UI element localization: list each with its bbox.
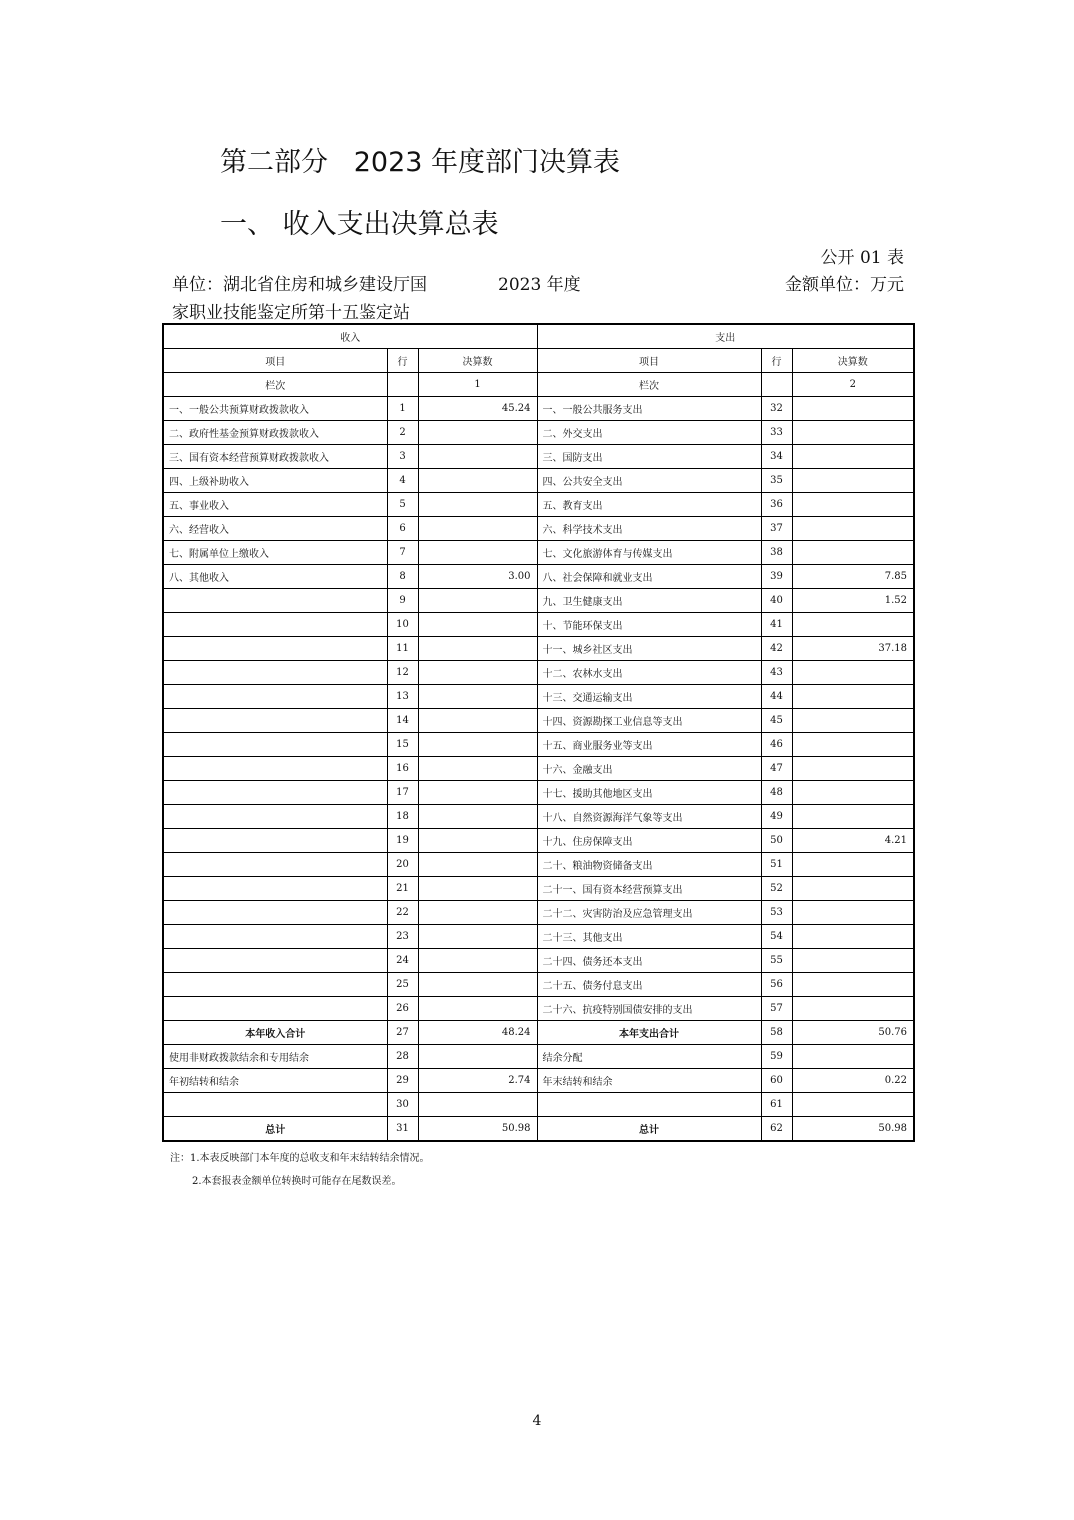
table-row xyxy=(163,949,914,973)
expense-amount xyxy=(792,997,914,1021)
income-amount xyxy=(418,805,537,829)
expense-line: 51 xyxy=(761,853,792,877)
expense-line: 32 xyxy=(761,397,792,421)
table-row xyxy=(163,757,914,781)
income-line: 7 xyxy=(387,541,418,565)
table-row xyxy=(163,1117,914,1142)
expense-item: 五、教育支出 xyxy=(537,493,761,517)
section-title: 一、 收入支出决算总表 xyxy=(220,209,499,240)
table-row xyxy=(163,1069,914,1093)
expense-item: 十五、商业服务业等支出 xyxy=(537,733,761,757)
expense-item: 十一、城乡社区支出 xyxy=(537,637,761,661)
expense-line: 34 xyxy=(761,445,792,469)
table-row xyxy=(163,685,914,709)
expense-item: 四、公共安全支出 xyxy=(537,469,761,493)
table-row xyxy=(163,1045,914,1069)
expense-item: 六、科学技术支出 xyxy=(537,517,761,541)
expense-amount: 7.85 xyxy=(792,565,914,589)
income-amount xyxy=(418,421,537,445)
income-index-empty xyxy=(387,373,418,397)
income-line: 23 xyxy=(387,925,418,949)
table-row xyxy=(163,877,914,901)
table-row xyxy=(163,853,914,877)
income-line: 24 xyxy=(387,949,418,973)
expense-index-empty xyxy=(761,373,792,397)
expense-item: 二十一、国有资本经营预算支出 xyxy=(537,877,761,901)
section-header-row xyxy=(163,324,914,349)
table-row xyxy=(163,541,914,565)
column-header-row xyxy=(163,349,914,373)
income-amount: 2.74 xyxy=(418,1069,537,1093)
table-row xyxy=(163,901,914,925)
income-amount: 48.24 xyxy=(418,1021,537,1045)
expense-line: 50 xyxy=(761,829,792,853)
expense-line: 36 xyxy=(761,493,792,517)
income-line: 6 xyxy=(387,517,418,541)
expense-line: 45 xyxy=(761,709,792,733)
table-row xyxy=(163,1093,914,1117)
expense-amount: 50.98 xyxy=(792,1117,914,1142)
expense-amount xyxy=(792,925,914,949)
income-item: 七、附属单位上缴收入 xyxy=(163,541,387,565)
income-amount xyxy=(418,493,537,517)
table-row xyxy=(163,565,914,589)
expense-line: 47 xyxy=(761,757,792,781)
income-item xyxy=(163,997,387,1021)
expense-item xyxy=(537,1093,761,1117)
income-line: 19 xyxy=(387,829,418,853)
expense-line: 56 xyxy=(761,973,792,997)
income-line: 28 xyxy=(387,1045,418,1069)
expense-header: 支出 xyxy=(537,324,914,349)
income-item: 总计 xyxy=(163,1117,387,1142)
income-item xyxy=(163,685,387,709)
expense-line: 57 xyxy=(761,997,792,1021)
table-row xyxy=(163,589,914,613)
expense-line: 42 xyxy=(761,637,792,661)
expense-amount xyxy=(792,805,914,829)
expense-line: 59 xyxy=(761,1045,792,1069)
expense-amount xyxy=(792,493,914,517)
expense-item: 一、一般公共服务支出 xyxy=(537,397,761,421)
income-header: 收入 xyxy=(163,324,537,349)
income-item xyxy=(163,613,387,637)
table-row xyxy=(163,661,914,685)
column-index-row xyxy=(163,373,914,397)
income-line: 30 xyxy=(387,1093,418,1117)
expense-line: 39 xyxy=(761,565,792,589)
report-year: 2023 年度 xyxy=(498,275,581,295)
expense-line: 48 xyxy=(761,781,792,805)
income-item: 使用非财政拨款结余和专用结余 xyxy=(163,1045,387,1069)
income-amount xyxy=(418,829,537,853)
table-row xyxy=(163,925,914,949)
income-amount xyxy=(418,589,537,613)
income-amount xyxy=(418,901,537,925)
income-line: 5 xyxy=(387,493,418,517)
income-item xyxy=(163,949,387,973)
expense-item: 十二、农林水支出 xyxy=(537,661,761,685)
income-amount xyxy=(418,613,537,637)
expense-amount xyxy=(792,949,914,973)
table-row xyxy=(163,517,914,541)
expense-item: 三、国防支出 xyxy=(537,445,761,469)
income-item xyxy=(163,661,387,685)
expense-item-header: 项目 xyxy=(537,349,761,373)
income-amount: 50.98 xyxy=(418,1117,537,1142)
expense-item: 十九、住房保障支出 xyxy=(537,829,761,853)
table-row xyxy=(163,445,914,469)
income-line: 10 xyxy=(387,613,418,637)
income-item xyxy=(163,709,387,733)
expense-item: 二十二、灾害防治及应急管理支出 xyxy=(537,901,761,925)
income-amount xyxy=(418,853,537,877)
expense-line: 54 xyxy=(761,925,792,949)
income-line: 14 xyxy=(387,709,418,733)
expense-item: 本年支出合计 xyxy=(537,1021,761,1045)
income-item-header: 项目 xyxy=(163,349,387,373)
income-line: 20 xyxy=(387,853,418,877)
income-line: 1 xyxy=(387,397,418,421)
expense-line: 61 xyxy=(761,1093,792,1117)
income-item xyxy=(163,973,387,997)
expense-item: 十八、自然资源海洋气象等支出 xyxy=(537,805,761,829)
income-item xyxy=(163,757,387,781)
income-item xyxy=(163,901,387,925)
expense-amount xyxy=(792,661,914,685)
expense-amount xyxy=(792,685,914,709)
income-line: 2 xyxy=(387,421,418,445)
amount-unit: 金额单位：万元 xyxy=(785,275,904,295)
income-amount xyxy=(418,685,537,709)
income-line: 17 xyxy=(387,781,418,805)
table-row xyxy=(163,709,914,733)
expense-line: 44 xyxy=(761,685,792,709)
expense-item: 七、文化旅游体育与传媒支出 xyxy=(537,541,761,565)
income-amount xyxy=(418,517,537,541)
table-row xyxy=(163,733,914,757)
expense-amount: 0.22 xyxy=(792,1069,914,1093)
expense-amount xyxy=(792,397,914,421)
income-index-label: 栏次 xyxy=(163,373,387,397)
expense-amount xyxy=(792,613,914,637)
expense-column-number: 2 xyxy=(792,373,914,397)
income-amount-header: 决算数 xyxy=(418,349,537,373)
income-item: 年初结转和结余 xyxy=(163,1069,387,1093)
table-row xyxy=(163,493,914,517)
income-line: 18 xyxy=(387,805,418,829)
income-item xyxy=(163,925,387,949)
income-item: 三、国有资本经营预算财政拨款收入 xyxy=(163,445,387,469)
income-item: 二、政府性基金预算财政拨款收入 xyxy=(163,421,387,445)
income-line: 11 xyxy=(387,637,418,661)
income-amount xyxy=(418,997,537,1021)
income-line: 15 xyxy=(387,733,418,757)
table-row xyxy=(163,421,914,445)
expense-amount xyxy=(792,421,914,445)
income-item xyxy=(163,805,387,829)
expense-amount xyxy=(792,1093,914,1117)
expense-line: 46 xyxy=(761,733,792,757)
expense-amount: 1.52 xyxy=(792,589,914,613)
expense-amount xyxy=(792,973,914,997)
income-item xyxy=(163,589,387,613)
income-item: 五、事业收入 xyxy=(163,493,387,517)
expense-amount xyxy=(792,541,914,565)
expense-line: 62 xyxy=(761,1117,792,1142)
expense-item: 二、外交支出 xyxy=(537,421,761,445)
income-line: 26 xyxy=(387,997,418,1021)
income-line: 25 xyxy=(387,973,418,997)
budget-summary-table xyxy=(162,323,915,1142)
expense-item: 二十五、债务付息支出 xyxy=(537,973,761,997)
expense-item: 十三、交通运输支出 xyxy=(537,685,761,709)
expense-item: 二十、粮油物资储备支出 xyxy=(537,853,761,877)
income-amount xyxy=(418,469,537,493)
expense-line: 55 xyxy=(761,949,792,973)
income-line: 8 xyxy=(387,565,418,589)
income-line: 21 xyxy=(387,877,418,901)
expense-amount xyxy=(792,733,914,757)
income-amount xyxy=(418,637,537,661)
expense-item: 十、节能环保支出 xyxy=(537,613,761,637)
income-line: 22 xyxy=(387,901,418,925)
note-1: 注：1.本表反映部门本年度的总收支和年末结转结余情况。 xyxy=(170,1153,430,1164)
expense-line: 53 xyxy=(761,901,792,925)
expense-line: 35 xyxy=(761,469,792,493)
expense-index-label: 栏次 xyxy=(537,373,761,397)
expense-item: 总计 xyxy=(537,1117,761,1142)
income-amount xyxy=(418,445,537,469)
table-row xyxy=(163,973,914,997)
income-item: 六、经营收入 xyxy=(163,517,387,541)
income-amount xyxy=(418,781,537,805)
expense-line: 38 xyxy=(761,541,792,565)
expense-amount xyxy=(792,517,914,541)
expense-item: 九、卫生健康支出 xyxy=(537,589,761,613)
income-item xyxy=(163,877,387,901)
income-amount xyxy=(418,973,537,997)
expense-line: 37 xyxy=(761,517,792,541)
expense-item: 十七、援助其他地区支出 xyxy=(537,781,761,805)
expense-amount xyxy=(792,757,914,781)
income-line-header: 行 xyxy=(387,349,418,373)
income-amount: 3.00 xyxy=(418,565,537,589)
expense-item: 十四、资源勘探工业信息等支出 xyxy=(537,709,761,733)
expense-line: 43 xyxy=(761,661,792,685)
expense-item: 二十六、抗疫特别国债安排的支出 xyxy=(537,997,761,1021)
unit-label: 单位：湖北省住房和城乡建设厅国 xyxy=(172,275,427,295)
table-row xyxy=(163,829,914,853)
table-row xyxy=(163,613,914,637)
income-amount xyxy=(418,661,537,685)
income-amount: 45.24 xyxy=(418,397,537,421)
expense-line-header: 行 xyxy=(761,349,792,373)
expense-amount xyxy=(792,445,914,469)
income-item xyxy=(163,829,387,853)
income-amount xyxy=(418,1093,537,1117)
income-amount xyxy=(418,733,537,757)
expense-line: 49 xyxy=(761,805,792,829)
expense-amount xyxy=(792,877,914,901)
table-row xyxy=(163,997,914,1021)
expense-line: 40 xyxy=(761,589,792,613)
expense-amount xyxy=(792,901,914,925)
income-item xyxy=(163,637,387,661)
table-row xyxy=(163,781,914,805)
table-row xyxy=(163,397,914,421)
note-2: 2.本套报表金额单位转换时可能存在尾数误差。 xyxy=(192,1176,402,1187)
expense-amount: 4.21 xyxy=(792,829,914,853)
income-line: 13 xyxy=(387,685,418,709)
expense-amount xyxy=(792,1045,914,1069)
income-amount xyxy=(418,709,537,733)
income-amount xyxy=(418,541,537,565)
form-code: 公开 01 表 xyxy=(820,248,904,268)
income-item xyxy=(163,853,387,877)
expense-amount: 37.18 xyxy=(792,637,914,661)
expense-amount xyxy=(792,781,914,805)
expense-amount xyxy=(792,853,914,877)
income-amount xyxy=(418,877,537,901)
income-line: 31 xyxy=(387,1117,418,1142)
income-item: 一、一般公共预算财政拨款收入 xyxy=(163,397,387,421)
income-line: 29 xyxy=(387,1069,418,1093)
income-amount xyxy=(418,949,537,973)
income-line: 4 xyxy=(387,469,418,493)
expense-amount xyxy=(792,469,914,493)
expense-line: 33 xyxy=(761,421,792,445)
expense-item: 二十四、债务还本支出 xyxy=(537,949,761,973)
expense-line: 41 xyxy=(761,613,792,637)
table-row xyxy=(163,805,914,829)
income-amount xyxy=(418,757,537,781)
income-amount xyxy=(418,1045,537,1069)
table-row xyxy=(163,469,914,493)
income-amount xyxy=(418,925,537,949)
table-row xyxy=(163,637,914,661)
expense-amount: 50.76 xyxy=(792,1021,914,1045)
income-line: 12 xyxy=(387,661,418,685)
expense-item: 结余分配 xyxy=(537,1045,761,1069)
income-line: 16 xyxy=(387,757,418,781)
income-item: 本年收入合计 xyxy=(163,1021,387,1045)
income-item: 四、上级补助收入 xyxy=(163,469,387,493)
expense-line: 60 xyxy=(761,1069,792,1093)
expense-item: 八、社会保障和就业支出 xyxy=(537,565,761,589)
income-item: 八、其他收入 xyxy=(163,565,387,589)
income-line: 27 xyxy=(387,1021,418,1045)
income-item xyxy=(163,781,387,805)
income-column-number: 1 xyxy=(418,373,537,397)
expense-line: 52 xyxy=(761,877,792,901)
expense-line: 58 xyxy=(761,1021,792,1045)
expense-amount xyxy=(792,709,914,733)
expense-item: 二十三、其他支出 xyxy=(537,925,761,949)
page-title: 第二部分 2023 年度部门决算表 xyxy=(220,147,621,178)
table-row xyxy=(163,1021,914,1045)
expense-item: 十六、金融支出 xyxy=(537,757,761,781)
income-item xyxy=(163,733,387,757)
unit-label-continued: 家职业技能鉴定所第十五鉴定站 xyxy=(172,303,410,323)
page-number: 4 xyxy=(532,1413,542,1429)
income-line: 3 xyxy=(387,445,418,469)
income-line: 9 xyxy=(387,589,418,613)
expense-item: 年末结转和结余 xyxy=(537,1069,761,1093)
income-item xyxy=(163,1093,387,1117)
expense-amount-header: 决算数 xyxy=(792,349,914,373)
